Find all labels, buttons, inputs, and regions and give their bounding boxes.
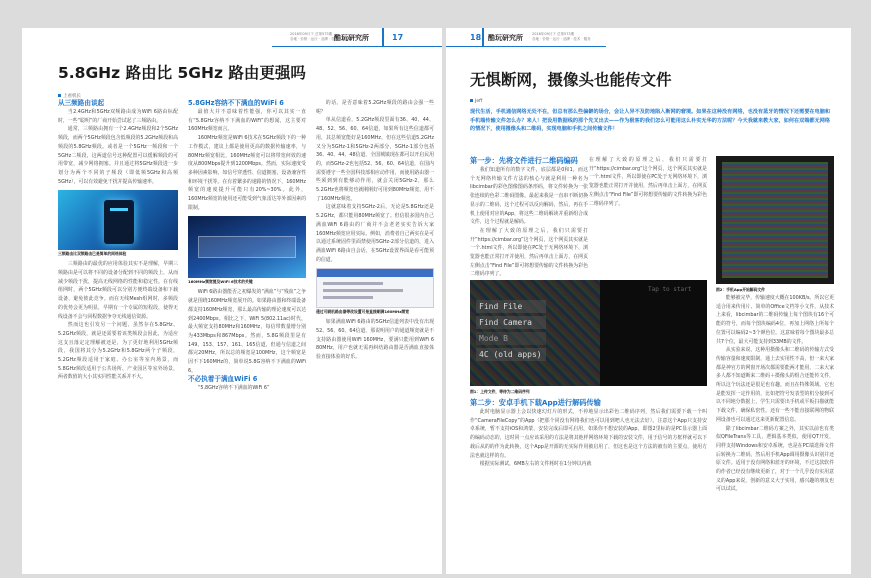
section-heading: 5.8GHz容纳不下满血的WiFi 6	[188, 99, 284, 107]
menu-mode-b[interactable]: Mode B	[476, 332, 546, 345]
settings-row	[323, 289, 403, 292]
cimbar-app-screenshot	[470, 280, 707, 386]
header-rule	[446, 46, 606, 47]
tag-dot-icon	[58, 94, 61, 97]
paragraph: 的话，是否意味着5.2GHz频段的路由会强一些呢？	[316, 100, 434, 115]
page-title: 无惧断网，摄像头也能传文件	[470, 71, 672, 89]
column-3	[716, 294, 834, 570]
paragraph: 160MHz频宽是WiFi 6技术在5GHz频段下的一种工作模式，建议上都是使用更高的数据传输速率，与80MHz频宽相比，160MHz频宽可以将带宽何效的速度从800Mbps提升到1200Mbps。然而，实际速度受多种因素影响，如信号穿透性、信道拥塞，设备兼容性和环境干扰等。在有着繁多的速路的情况下，160MHz频宽的速度提升可能只有20%~30%。此外，160MHz频宽的使用还可能受到气象雷达等外部因素的限制。	[188, 135, 306, 211]
wifi6-figure	[188, 216, 306, 278]
page-title: 5.8GHz 路由比 5GHz 路由更强吗	[58, 64, 306, 82]
paragraph: 此时电脑显示器上会以快速幻灯片的形式，不停地显示出彩色二维码序列，然后我们需要下载一个叫作“CameraFileCopy”的App（把那个同没有网络我们也可以用到吧人也无法去好）。注意这个App只支持安卓系统，暂不支持iOS和鸿蒙，安装完成后即可启用，如果你不想安装的App，即图2里标的是PC显示器上面的编码动态的，这时同一点应该采用的方法是将其他样网络环境下载的安装文件，用于信号的方框样就可以下载后从的的作为此转换，这个App是开源的无实际作用被启用了，但这也是这个方法的被有的主要点，使用方法也就这样的有。	[470, 409, 707, 459]
paragraph: 这就意味着支持5GHz-2后，无论是5.8GHz还是5.2GHz，都只能用80MHz频宽了。但信很多国内自己满血WiFi 6路由的厂商并不会老老实实告诉大家160MHz频宽应用实际。例如，消费者自己两实在是可以通过系统固件里面禁使用5GHz-2部分信道的，进入满血WiFi 6路由自会话，在5GHz设置界面是看可能预的信道。	[316, 204, 434, 263]
paragraph: 能够被完毕，传输速度大概在100KB/s。所以它更适合用来传用片、简单的Office文档等小文件，从技术上来看，libcimbar的二维码传输上每个图块有16个可能的符号，而每个图块编码4位，再加上网络上所每个位置可以编码2~3个颜色位。这意味着每个图块最多总共7个位，最大可能支持到33MB的文件。	[716, 295, 834, 345]
menu-4c-old-apps[interactable]: 4C (old apps)	[476, 348, 546, 361]
paragraph: 当2.4GHz和5GHz双频路由成为WiFi 6路由标配时，一些“聪明”的厂商开始尝试起了三频路由。	[58, 109, 178, 124]
column-lower	[470, 398, 707, 570]
paragraph: 如果满血WiFi 6路由的5GHz信道列表中没有出现52、56、60、64信道，那说明用户的通道频宽就是不支持路由器使用WiFi 160MHz，要满只能用到WiFi 6 80MHz，用户也就无需再纠结路由器是否满血直接体验直接体验的好乐。	[316, 319, 434, 361]
lede-paragraph: 现代生活，手机通信网络无处不在，但总有那么些偏僻的场合，会让人异不及防地陷入断网的窘境。如果在这种没有网络，也没有蓝牙的情况下还需要在电脑和手机端传输文件怎么办？来人！把设用数据线的那个先叉出去——作为极客的我们怎么可能用这么朴实无华的方法呢？今天我就来教大家，如何在双端都无网络的情况下，使用摄像头和二维码，实现电脑和手机之间传输文件！	[470, 109, 830, 132]
figure-caption: 图1：上传文件，等待为二维码序列	[470, 389, 530, 394]
figure-caption: 通过可刷机路由器等改设置可是直接刷满160MHz频宽	[316, 309, 410, 315]
figure-caption: 160MHz频宽提及WiFi 6技术的关键	[188, 279, 253, 285]
app-menu-panel	[600, 280, 707, 386]
paragraph: 三频路由的最优的应用体验其实不是理解，早期三频路由是可以将不同的设备分配到不同的频段上，从而减少频段干扰，提高无线网络的性能和稳定性。在有线组网时，两个5GHz频段可以分别方便终端设备和下载设备，避免彼此竞争。而在无线Mesh组网时，多频段的优势会更为明显，早期有一个专属的短程段，使得无线设备不会与回程数据争夺无线通信资源。	[58, 261, 178, 320]
tag-dot-icon	[470, 99, 473, 102]
settings-row	[323, 282, 383, 285]
paragraph: 在理解了大致的原理之后，我们只需要打开“https://cimbar.org”这个网页，这个网页其实就是一个.html文件，所以即使在PC处于无网络环境下，浏览器也能正常打开并使用，然后再单击上面方，在网页左侧点击“Find File”即可将想要传输的文件转换为彩色二维码序列了。	[470, 227, 588, 278]
header-rule	[272, 46, 442, 47]
author-name: Jeff	[475, 99, 483, 104]
paragraph: 通常，三频路由拥有一个2.4GHz频段和2个5GHz频段，而两个5GHz频段包含低频段的5.2GHz频段和高频段的5.8GHz频段。或者是一个5GHz一频段和一个5GHz二频段，这两道信号这种配置可以缓解频段的可用带宽，减少网络拥塞。并且通过将5GHz频段进一步划分为两个不同的子频段（即低频5GHz和高频5GHz），可以有效避免干扰并提高传输速率。	[58, 126, 178, 185]
paragraph: WiFi 6路由器能否之初爆发的“满血”与“残血”之争就是围绕160MHz频宽展开的。如果路由器和终端设备都支持160MHz频宽，那么最高传输的理论速度可以达到2400Mbps。相比之下，WiFi 5(802.11ac)时代，最大频宽支持80MHz和160MHz，每信带数量增分别为433Mbps和867Mbps。然而，5.8G频段里是有149、153、157、161、165信道，但通与信道之间都完20MHz，所以总的频宽是100MHz，这个频宽是因不下160MHz的，简单说5.8G容纳不下满血的WiFi 6。	[188, 289, 306, 374]
right-header-meta	[532, 32, 591, 41]
column-1	[58, 99, 178, 569]
author-name: 上看机长	[63, 94, 81, 99]
column-2	[188, 99, 306, 569]
tap-hint: Tap to start	[648, 286, 692, 293]
app-menu	[476, 300, 546, 361]
issue-line: 2016年09月下 总第573期	[290, 32, 333, 36]
settings-figure	[316, 268, 434, 308]
header-divider	[382, 28, 384, 47]
router-figure	[58, 190, 178, 250]
color-code-image	[722, 162, 828, 278]
author-tag	[470, 99, 482, 104]
brand-label: 酷玩研究所	[488, 34, 523, 42]
figure-caption: 图2：手机App开始解码文件	[716, 287, 765, 292]
menu-find-camera[interactable]: Find Camera	[476, 316, 546, 329]
section-heading: 不必执着于满血WiFi 6	[188, 375, 258, 384]
router-light-icon	[110, 208, 128, 211]
brand-label: 酷玩研究所	[334, 34, 369, 42]
left-page	[22, 28, 442, 574]
column-2	[589, 156, 707, 278]
paragraph: 然而这也引发另一个问题，虽然存在5.8GHz、5.2GHz频段，就是还需要着该类频段会因此，为适应这支且落定定理解被还是，为了更好地利用5GHz频段，我国将其分为5.2GHz和5.8GHz两个子频段，5.2GHz频段适用于家庭、办公室等室内场景，而5.8GHz频段适用于公共场所、产业园区等室外场景，两者数值的大小其实同性能关系并不大。	[58, 322, 178, 381]
paragraph: 单从信道看，5.2GHz频段里面有36、40、44、48、52、56、60、64信道，如果所有这些信道都可用，其总频宽能好是160MHz，但在这些信道5.2GHz又分为5GHz-1和5GHz-2两部分，5GHz-1部分包括36、40、44、48信道，全国城镇现在都可以开启民用的，而5GHz-2也包括52、56、60、64信道，在国内需要遵守一些全国科技部相应动作用，而使用路由器一些须到到有能够动作用，就会关闭5GHz-2，那么5.2GHz也将频宽也就刚刚好可用到80MHz频宽，用不了160MHz频宽。	[316, 117, 434, 202]
router-body-icon	[104, 200, 134, 244]
column-3	[316, 99, 434, 569]
settings-titlebar	[317, 269, 433, 277]
paragraph: 在理解了大致的原理之后，我们只需要打开“https://cimbar.org”这个网页，这个网页其实就是一个.html文件，所以即使在PC处于无网络环境下，浏览器也能正常打开并使用，然后再单击上面方，在网页左侧点击“Find File”即可将想要传输的文件转换为彩色二维码序列了。	[589, 157, 707, 207]
header-divider	[482, 28, 484, 47]
issue-line: 2016年09月下 总第573期	[532, 32, 575, 36]
paragraph: 除了libcimbar二维码方案之外，其实以前也有类似QFileTrans等工具，逻辑基本类似，使用QT开发，同样支持Windows和安卓系统，也是在PC端选择文件后转换为二维码，然后用手机App调用摄像头识别并还原文件。适用于没有网络和蓝牙的环境，不过这款软件的作者已经没有继续更新了，对于一个几乎没有实用意义的App来说，创新的意义大于实用，感兴趣的朋友也可以试试。	[716, 425, 834, 493]
phone-decode-figure	[716, 156, 834, 284]
category-line: 各地 · 价格 · 运行 · 品牌 · 技术 · 服务	[532, 36, 591, 41]
wifi-graphic-icon	[198, 236, 296, 258]
paragraph: 从实验来说，这种用摄像头和二维码的传输方式受传输容量和速度限制，通上去实用性不高，但一来大家都是神官方的网窗开场次都需要能两才能用，二来大家多人都不知道断来二维码＋摄像头的组合还能传文件，所以这个玩法还是很足也有趣。而且在特殊领域，它也是能发挥一定作用的，比如把符号发表型的机分接到可以不同地分数据上，学生只需要出手机或平板扫描就能下载文件，确保私密性。还有一些不能直接联网的物联网设备也可以通过这来更新配置信息。	[716, 347, 834, 423]
category-line: 各地 · 价格 · 运行 · 品牌 · 技术 · 服务	[290, 36, 349, 41]
page-number: 18	[470, 33, 482, 42]
paragraph: 我们知道所有的数字文件，底层都是0和1，而这个无网络传输文件方法的核心与就是利用一种名为libcimbar的彩色图像图码条形码，将文件转换为一张张连续的色彩二维码图像。最起来我是一直串不断切换显示的二维码，这个过程可以反向解码，然后，再在手机上使用对应的App，将这些二维码解读并重新组合成文件，这个过程就是解码。	[470, 167, 588, 226]
figure-caption: 三频路由比双频路由已是简单的网络体验	[58, 251, 127, 257]
section-heading: 从三频路由谈起	[58, 99, 105, 107]
settings-row	[323, 296, 373, 299]
menu-find-file[interactable]: Find File	[476, 300, 546, 313]
paragraph: 根据实际测试，6MB左右的文件耗时在1分钟以内就	[479, 461, 592, 468]
page-number: 17	[392, 33, 404, 42]
paragraph: “5.8GHz容纳不下满血的WiFi 6”	[197, 385, 270, 392]
right-page	[446, 28, 851, 574]
section-heading: 第一步：先将文件进行二维码编码	[470, 156, 578, 165]
section-heading: 第二步：安卓手机下载App进行解码传输	[470, 398, 601, 407]
paragraph: 最值大并不意味着性能强，你可以其实一直有“5.8GHz容纳不下满血的WiFi”的想闻，这主要对160MHz频宽而言。	[188, 109, 306, 133]
